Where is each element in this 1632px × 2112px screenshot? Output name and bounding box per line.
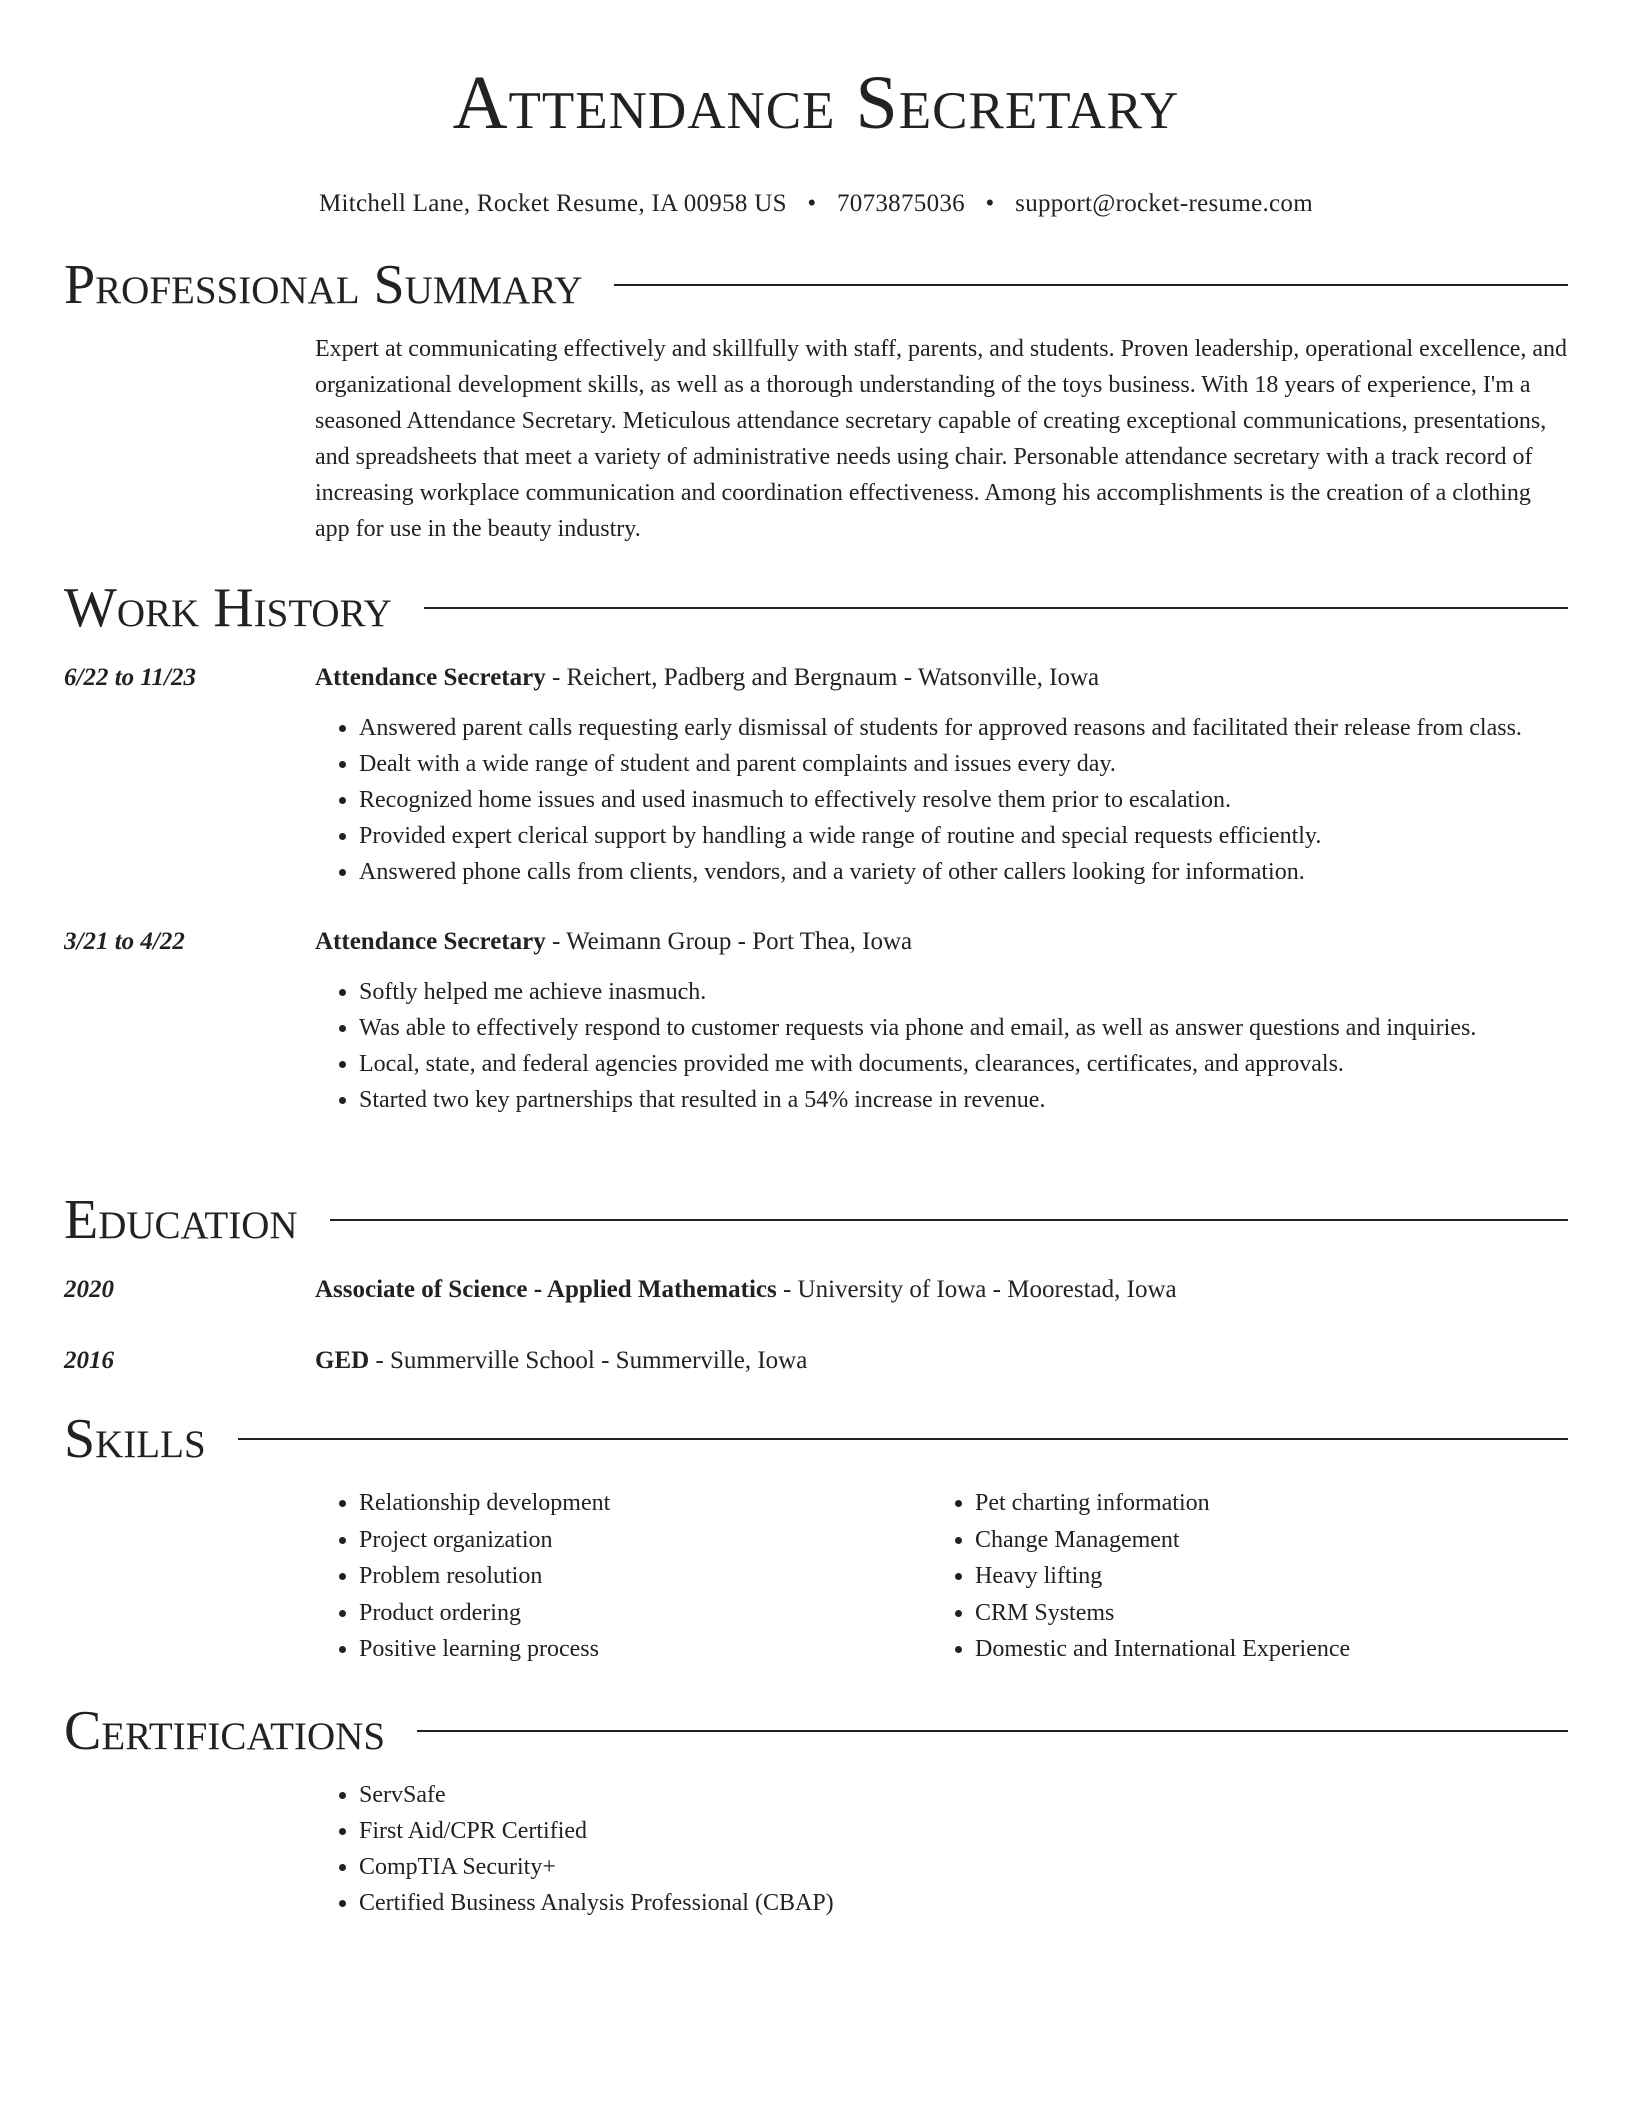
job-bullet: • Softly helped me achieve inasmuch.: [359, 974, 1568, 1010]
job-entry: [64, 924, 1568, 1118]
certifications-list: [315, 1777, 1568, 1921]
job-bullet: • Local, state, and federal agencies provided me with documents, clearances, certificates, and approvals.: [359, 1046, 1568, 1082]
job-role: Attendance Secretary: [315, 928, 546, 955]
skill-item: • Relationship development: [359, 1485, 931, 1522]
certifications-title: Certifications: [64, 1700, 386, 1762]
section-divider: [614, 284, 1568, 286]
section-divider: [238, 1438, 1568, 1440]
contact-address: Mitchell Lane, Rocket Resume, IA 00958 US: [319, 190, 787, 217]
education-details: - Summerville School - Summerville, Iowa: [369, 1347, 808, 1374]
certification-item: • CompTIA Security+: [359, 1849, 1568, 1885]
education-title: Education: [64, 1189, 298, 1251]
job-entry: [64, 660, 1568, 890]
skill-item: • CRM Systems: [975, 1595, 1350, 1632]
job-bullet: • Provided expert clerical support by handling a wide range of routine and special requests efficiently.: [359, 818, 1568, 854]
job-title-line: [315, 660, 1099, 696]
section-divider: [424, 607, 1568, 609]
job-role: Attendance Secretary: [315, 664, 546, 691]
certification-item: • First Aid/CPR Certified: [359, 1813, 1568, 1849]
education-details: - University of Iowa - Moorestad, Iowa: [776, 1276, 1177, 1303]
education-year: 2016: [64, 1347, 114, 1374]
summary-title: Professional Summary: [64, 254, 583, 316]
job-bullet: • Answered parent calls requesting early dismissal of students for approved reasons and facilitated their release from class.: [359, 710, 1568, 746]
certifications-header: [64, 1701, 1568, 1761]
candidate-name: Attendance Secretary: [452, 61, 1180, 145]
education-section: [64, 1190, 1568, 1379]
skills-list-left: [315, 1485, 931, 1668]
job-title-line: [315, 924, 912, 960]
education-entry: [64, 1272, 1568, 1308]
contact-line: [0, 190, 1632, 218]
skill-item: • Project organization: [359, 1522, 931, 1559]
skill-item: • Pet charting information: [975, 1485, 1350, 1522]
work-history-title: Work History: [64, 577, 392, 639]
work-history-header: [64, 578, 1568, 638]
job-bullets: [315, 974, 1568, 1118]
job-details: - Weimann Group - Port Thea, Iowa: [545, 928, 913, 955]
certification-item: • Certified Business Analysis Professional (CBAP): [359, 1885, 1568, 1921]
job-details: - Reichert, Padberg and Bergnaum - Watsonville, Iowa: [545, 664, 1100, 691]
education-degree: GED: [315, 1347, 370, 1374]
job-bullets: [315, 710, 1568, 890]
section-divider: [330, 1219, 1568, 1221]
skill-item: • Product ordering: [359, 1595, 931, 1632]
skill-item: • Domestic and International Experience: [975, 1631, 1350, 1668]
certification-item: • ServSafe: [359, 1777, 1568, 1813]
job-dates: 3/21 to 4/22: [64, 928, 185, 955]
summary-section: [64, 255, 1568, 547]
skill-item: • Problem resolution: [359, 1558, 931, 1595]
education-degree: Associate of Science - Applied Mathematics: [315, 1276, 777, 1303]
job-bullet: • Answered phone calls from clients, vendors, and a variety of other callers looking for information.: [359, 854, 1568, 890]
certifications-section: [64, 1701, 1568, 1921]
resume-header: [0, 58, 1632, 218]
contact-separator: •: [807, 190, 817, 217]
skills-title: Skills: [64, 1408, 206, 1470]
education-year: 2020: [64, 1276, 114, 1303]
work-history-section: [64, 578, 1568, 1118]
summary-text: Expert at communicating effectively and skillfully with staff, parents, and students. Proven leadership, operational excellence, and organizational development skills, as well as a thorough understanding of the toys business. With 18 years of experience, I'm a seasoned Attendance Secretary. Meticulous attendance secretary capable of creating exceptional communications, presentations, and spreadsheets that meet a variety of administrative needs using chair. Personable attendance secretary with a track record of increasing workplace communication and coordination effectiveness. Among his accomplishments is the creation of a clothing app for use in the beauty industry.: [315, 336, 1568, 542]
job-bullet: • Started two key partnerships that resulted in a 54% increase in revenue.: [359, 1082, 1568, 1118]
skill-item: • Change Management: [975, 1522, 1350, 1559]
skill-item: • Positive learning process: [359, 1631, 931, 1668]
skills-header: [64, 1409, 1568, 1469]
skill-item: • Heavy lifting: [975, 1558, 1350, 1595]
job-bullet: • Recognized home issues and used inasmuch to effectively resolve them prior to escalation.: [359, 782, 1568, 818]
section-divider: [417, 1730, 1568, 1732]
contact-email: support@rocket-resume.com: [1015, 190, 1313, 217]
summary-header: [64, 255, 1568, 315]
education-entry: [64, 1343, 1568, 1379]
skills-section: [64, 1409, 1568, 1668]
education-header: [64, 1190, 1568, 1250]
skills-list-right: [931, 1485, 1350, 1668]
job-bullet: • Dealt with a wide range of student and parent complaints and issues every day.: [359, 746, 1568, 782]
job-dates: 6/22 to 11/23: [64, 664, 196, 691]
contact-phone: 7073875036: [836, 190, 965, 217]
contact-separator: •: [985, 190, 995, 217]
job-bullet: • Was able to effectively respond to customer requests via phone and email, as well as answer questions and inquiries.: [359, 1010, 1568, 1046]
skills-columns: [315, 1485, 1568, 1668]
